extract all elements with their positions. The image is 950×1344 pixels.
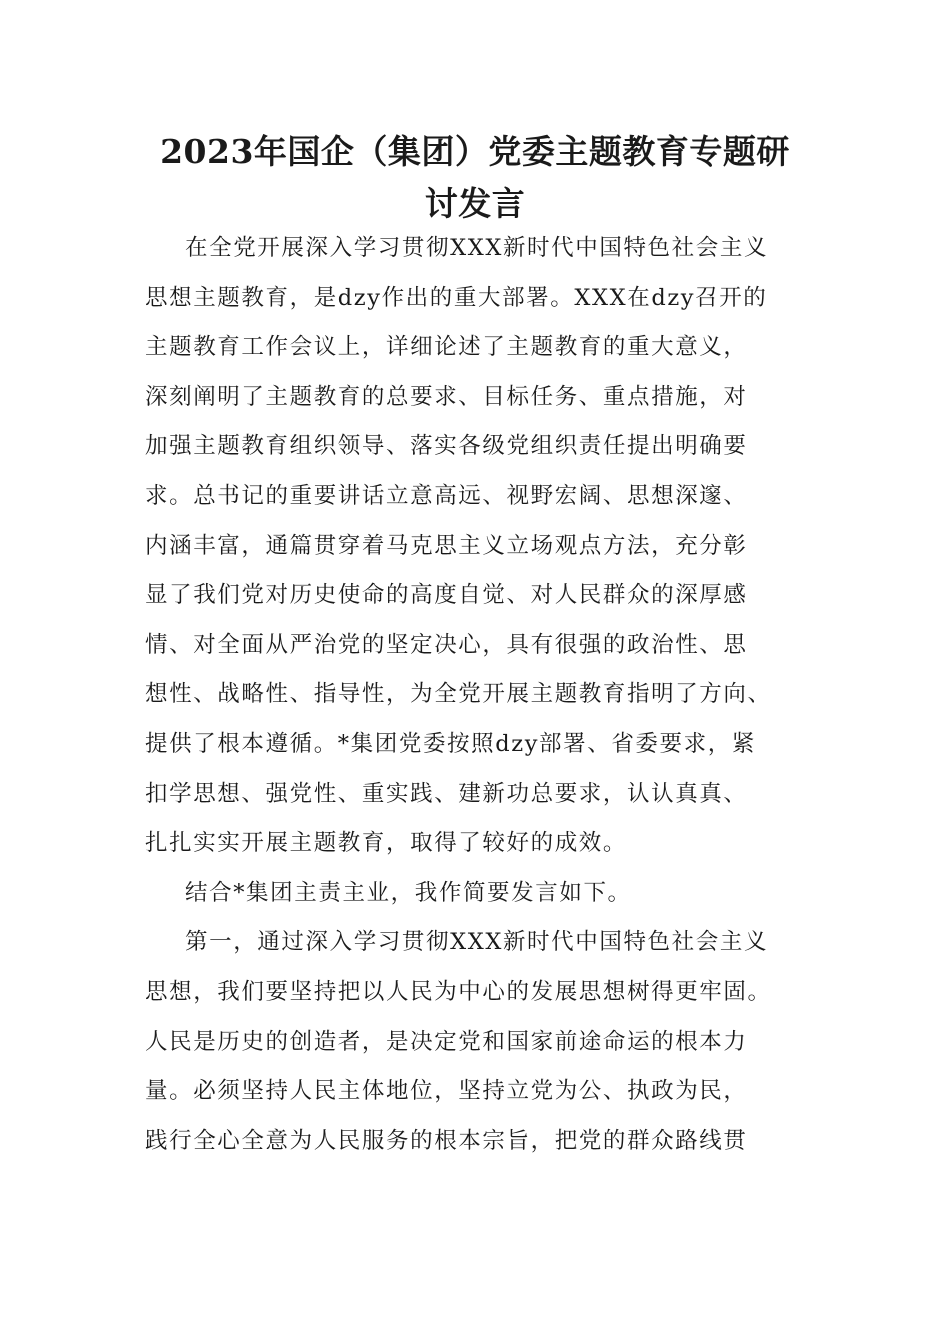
paragraph-1-line-2: 思想主题教育，是dzy作出的重大部署。XXX在dzy召开的 xyxy=(145,284,768,311)
title-line-2: 讨发言 xyxy=(424,184,526,223)
paragraph-1-line-1: 在全党开展深入学习贯彻XXX新时代中国特色社会主义 xyxy=(185,235,769,261)
paragraph-1-line-4: 深刻阐明了主题教育的总要求、目标任务、重点措施，对 xyxy=(145,383,748,410)
paragraph-1-line-8: 显了我们党对历史使命的高度自觉、对人民群众的深厚感 xyxy=(145,582,748,609)
paragraph-1-line-12: 扣学思想、强党性、重实践、建新功总要求，认认真真、 xyxy=(145,780,748,807)
document-title xyxy=(140,126,810,230)
paragraph-1-line-9: 情、对全面从严治党的坚定决心，具有很强的政治性、思 xyxy=(145,631,748,658)
paragraph-1-line-11: 提供了根本遵循。*集团党委按照dzy部署、省委要求，紧 xyxy=(145,730,756,757)
paragraph-1-line-7: 内涵丰富，通篇贯穿着马克思主义立场观点方法，充分彰 xyxy=(145,532,748,559)
paragraph-3-line-1: 第一，通过深入学习贯彻XXX新时代中国特色社会主义 xyxy=(185,929,769,956)
paragraph-1-line-3: 主题教育工作会议上，详细论述了主题教育的重大意义， xyxy=(145,334,748,361)
paragraph-1-line-5: 加强主题教育组织领导、落实各级党组织责任提出明确要 xyxy=(145,433,748,460)
paragraph-3-line-4: 量。必须坚持人民主体地位，坚持立党为公、执政为民， xyxy=(145,1078,748,1105)
title-line-1: 2023年国企（集团）党委主题教育专题研 xyxy=(160,132,790,171)
paragraph-3-line-2: 思想，我们要坚持把以人民为中心的发展思想树得更牢固。 xyxy=(145,978,772,1005)
document-body xyxy=(145,224,805,1166)
paragraph-1-line-10: 想性、战略性、指导性，为全党开展主题教育指明了方向、 xyxy=(145,681,772,708)
paragraph-1-line-6: 求。总书记的重要讲话立意高远、视野宏阔、思想深邃、 xyxy=(145,482,748,509)
paragraph-3-line-5: 践行全心全意为人民服务的根本宗旨，把党的群众路线贯 xyxy=(145,1127,748,1154)
paragraph-2-line-1: 结合*集团主责主业，我作简要发言如下。 xyxy=(185,879,632,906)
paragraph-3-line-3: 人民是历史的创造者，是决定党和国家前途命运的根本力 xyxy=(145,1028,748,1055)
paragraph-1-line-13: 扎扎实实开展主题教育，取得了较好的成效。 xyxy=(145,830,628,857)
